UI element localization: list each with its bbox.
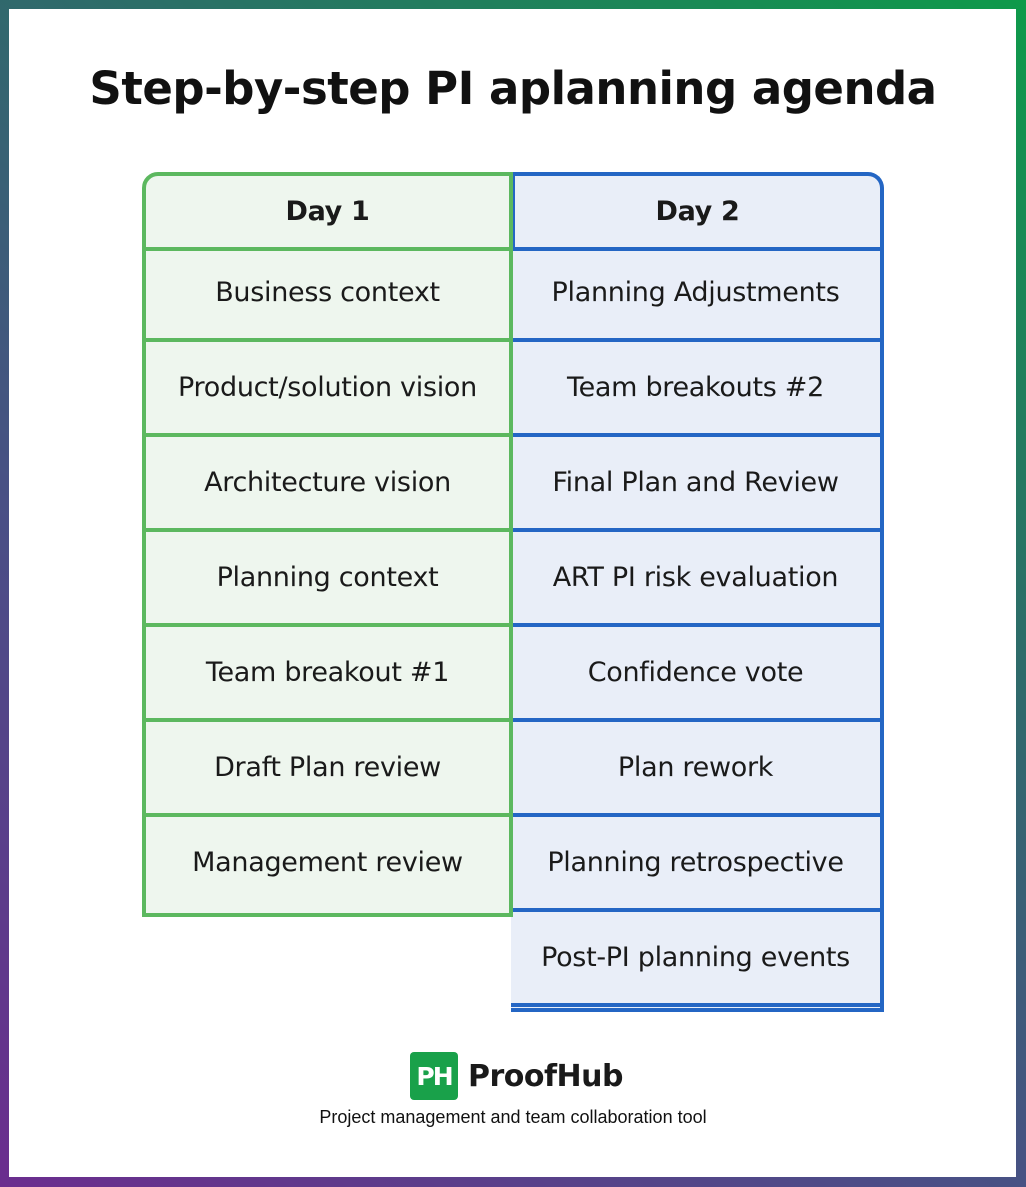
- proofhub-logo: [410, 1052, 623, 1100]
- day2-item: Post-PI planning events: [511, 912, 880, 1007]
- day2-item: Planning retrospective: [511, 817, 880, 912]
- day2-item: Planning Adjustments: [511, 247, 880, 342]
- column-divider: [509, 172, 513, 917]
- day1-column: [142, 172, 513, 917]
- page-title: Step-by-step PI aplanning agenda: [89, 62, 937, 115]
- day1-item: Planning context: [146, 532, 509, 627]
- day1-item: Management review: [192, 847, 463, 878]
- day2-item: Team breakouts #2: [511, 342, 880, 437]
- day1-item: Draft Plan review: [146, 722, 509, 817]
- ph-logo-icon: PH: [410, 1052, 458, 1100]
- day1-item: Product/solution vision: [146, 342, 509, 437]
- day2-item: Confidence vote: [511, 627, 880, 722]
- brand-tagline: Project management and team collaboration tool: [319, 1107, 707, 1127]
- day2-item: ART PI risk evaluation: [511, 532, 880, 627]
- day1-item: Business context: [146, 247, 509, 342]
- day1-header: Day 1: [146, 176, 509, 251]
- day2-header: Day 2: [511, 176, 880, 251]
- day2-column: [511, 172, 884, 1012]
- day2-item: Final Plan and Review: [511, 437, 880, 532]
- day1-item: Architecture vision: [146, 437, 509, 532]
- day2-item: Plan rework: [511, 722, 880, 817]
- brand-name: ProofHub: [468, 1058, 623, 1094]
- day1-item: Team breakout #1: [146, 627, 509, 722]
